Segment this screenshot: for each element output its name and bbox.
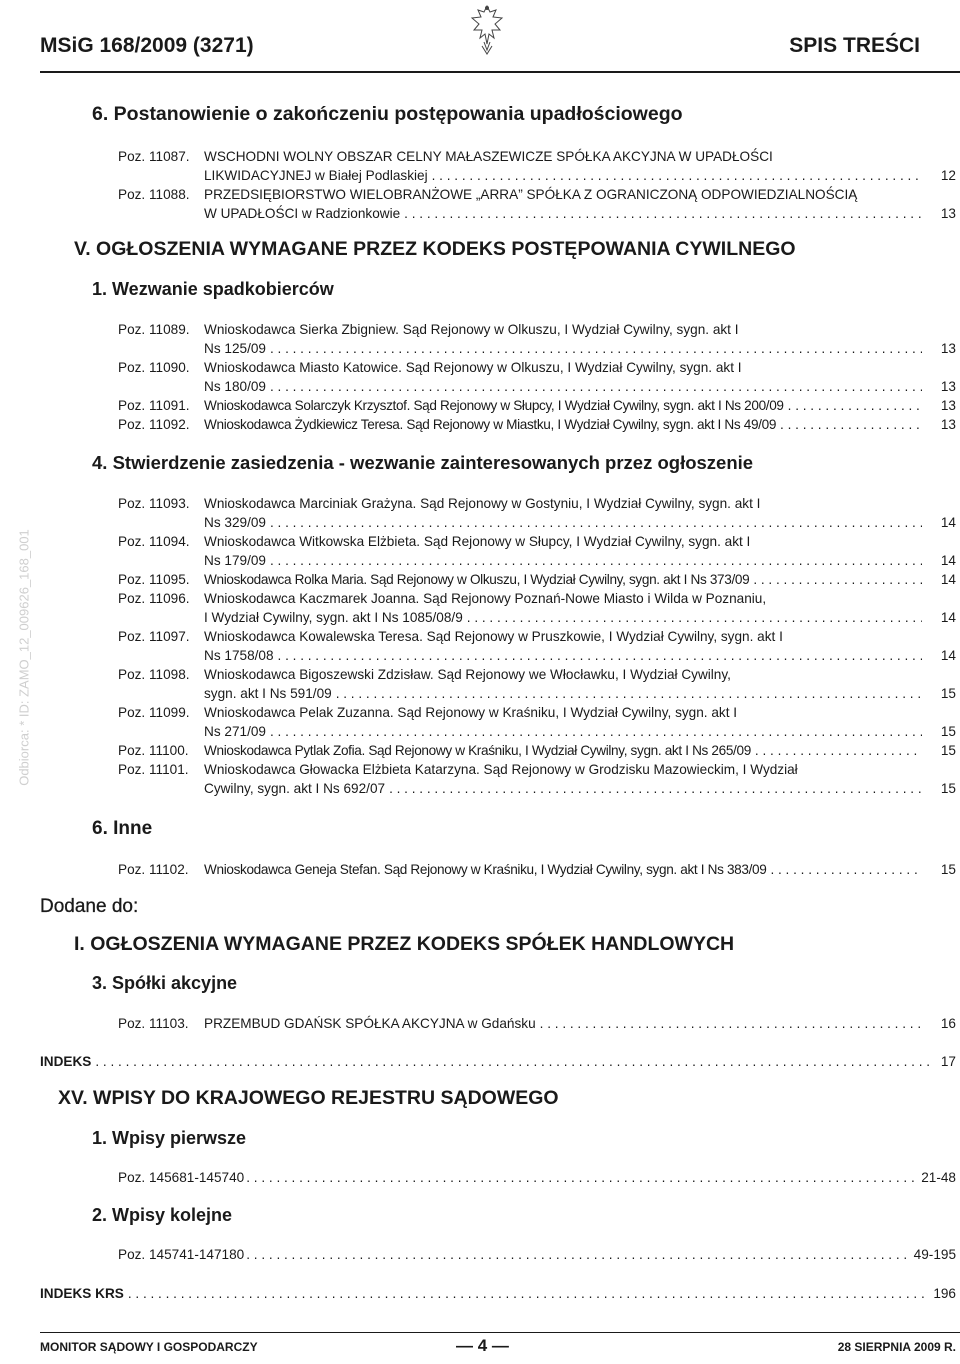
entry-text: Wnioskodawca Geneja Stefan. Sąd Rejonowy w Kraśniku, I Wydział Cywilny, sygn. akt I Ns 383/09 bbox=[204, 862, 767, 877]
list-item[interactable] bbox=[118, 494, 956, 532]
entry-text: Wnioskodawca Miasto Katowice. Sąd Rejonowy w Olkuszu, I Wydział Cywilny, sygn. akt I bbox=[204, 360, 742, 375]
leader-dots bbox=[270, 377, 922, 396]
section-label: SPIS TREŚCI bbox=[789, 34, 920, 57]
entry-text: Wnioskodawca Rolka Maria. Sąd Rejonowy w Olkuszu, I Wydział Cywilny, sygn. akt I Ns 373/09 bbox=[204, 572, 750, 587]
list-item[interactable] bbox=[118, 396, 956, 415]
entry-text: Wnioskodawca Pytlak Zofia. Sąd Rejonowy w Kraśniku, I Wydział Cywilny, sygn. akt I Ns 265/09 bbox=[204, 743, 751, 758]
page-number: 15 bbox=[940, 743, 956, 758]
publication-name: MONITOR SĄDOWY I GOSPODARCZY bbox=[40, 1340, 258, 1354]
entry-text-cont: Ns 125/09 bbox=[204, 341, 266, 356]
page-indicator: — 4 — bbox=[456, 1336, 509, 1355]
page-number: 15 bbox=[940, 781, 956, 796]
entry-number: Poz. 11094. bbox=[118, 534, 190, 549]
entry-text: WSCHODNI WOLNY OBSZAR CELNY MAŁASZEWICZE SPÓŁKA AKCYJNA W UPADŁOŚCI bbox=[204, 149, 773, 164]
section-title: 6. Postanowienie o zakończeniu postępowania upadłościowego bbox=[92, 103, 683, 125]
leader-dots bbox=[467, 608, 922, 627]
page-number: 13 bbox=[940, 379, 956, 394]
entry-number: Poz. 11101. bbox=[118, 762, 189, 777]
leader-dots bbox=[389, 779, 922, 798]
page-number: 14 bbox=[940, 610, 956, 625]
leader-dots bbox=[788, 396, 922, 415]
entry-number: Poz. 11090. bbox=[118, 360, 190, 375]
entry-number: Poz. 145681-145740 bbox=[118, 1170, 245, 1185]
list-item[interactable] bbox=[118, 1014, 956, 1033]
entry-number: Poz. 11095. bbox=[118, 572, 190, 587]
eagle-emblem-icon bbox=[470, 2, 504, 58]
entry-number: Poz. 11092. bbox=[118, 417, 190, 432]
entry-text-cont: Ns 180/09 bbox=[204, 379, 266, 394]
entry-number: Poz. 11096. bbox=[118, 591, 190, 606]
entry-text: Wnioskodawca Kaczmarek Joanna. Sąd Rejonowy Poznań-Nowe Miasto i Wilda w Poznaniu, bbox=[204, 591, 767, 606]
entry-text: Wnioskodawca Solarczyk Krzysztof. Sąd Rejonowy w Słupcy, I Wydział Cywilny, sygn. akt I Ns 200/09 bbox=[204, 398, 784, 413]
entry-number: Poz. 145741-147180 bbox=[118, 1247, 245, 1262]
list-item[interactable] bbox=[118, 589, 956, 627]
leader-dots bbox=[270, 551, 922, 570]
entry-text-cont: W UPADŁOŚCI w Radzionkowie bbox=[204, 206, 401, 221]
entry-text: Wnioskodawca Głowacka Elżbieta Katarzyna. Sąd Rejonowy w Grodzisku Mazowieckim, I Wydział bbox=[204, 762, 798, 777]
leader-dots bbox=[336, 684, 922, 703]
entry-text-cont: Ns 271/09 bbox=[204, 724, 266, 739]
index-label: INDEKS bbox=[40, 1054, 92, 1069]
entry-number: Poz. 11087. bbox=[118, 149, 190, 164]
index-entry[interactable] bbox=[40, 1052, 956, 1071]
leader-dots bbox=[270, 722, 922, 741]
page-number: 14 bbox=[940, 572, 956, 587]
leader-dots bbox=[432, 166, 922, 185]
leader-dots bbox=[278, 646, 922, 665]
entry-number: Poz. 11097. bbox=[118, 629, 190, 644]
leader-dots bbox=[246, 1245, 907, 1264]
added-to-heading: Dodane do: bbox=[40, 896, 139, 917]
entry-text: Wnioskodawca Pelak Zuzanna. Sąd Rejonowy w Kraśniku, I Wydział Cywilny, sygn. akt I bbox=[204, 705, 738, 720]
entry-number: Poz. 11093. bbox=[118, 496, 190, 511]
list-item[interactable] bbox=[118, 1168, 956, 1187]
header-rule bbox=[40, 71, 960, 73]
entry-text-cont: Cywilny, sygn. akt I Ns 692/07 bbox=[204, 781, 386, 796]
section-title: V. OGŁOSZENIA WYMAGANE PRZEZ KODEKS POSTĘPOWANIA CYWILNEGO bbox=[74, 238, 796, 260]
entry-number: Poz. 11103. bbox=[118, 1016, 189, 1031]
entry-text: Wnioskodawca Bigoszewski Zdzisław. Sąd Rejonowy we Włocławku, I Wydział Cywilny, bbox=[204, 667, 731, 682]
leader-dots bbox=[755, 741, 922, 760]
recipient-watermark: Odbiorca: * ID: ZAMO_12_009626_168_001 bbox=[16, 529, 32, 786]
list-item[interactable] bbox=[118, 415, 956, 434]
page-range: 49-195 bbox=[913, 1247, 956, 1262]
entry-number: Poz. 11091. bbox=[118, 398, 190, 413]
page-number: 15 bbox=[940, 862, 956, 877]
index-krs-entry[interactable] bbox=[40, 1284, 956, 1303]
list-item[interactable] bbox=[118, 665, 956, 703]
page-number: 15 bbox=[940, 724, 956, 739]
list-item[interactable] bbox=[118, 147, 956, 185]
entry-text: Wnioskodawca Witkowska Elżbieta. Sąd Rejonowy w Słupcy, I Wydział Cywilny, sygn. akt I bbox=[204, 534, 751, 549]
list-item[interactable] bbox=[118, 532, 956, 570]
index-label: INDEKS KRS bbox=[40, 1286, 124, 1301]
entry-text-cont: I Wydział Cywilny, sygn. akt I Ns 1085/08/9 bbox=[204, 610, 463, 625]
page-number: 17 bbox=[940, 1054, 956, 1069]
list-item[interactable] bbox=[118, 760, 956, 798]
entry-text-cont: Ns 179/09 bbox=[204, 553, 266, 568]
list-item[interactable] bbox=[118, 627, 956, 665]
publication-issue: MSiG 168/2009 (3271) bbox=[40, 34, 254, 57]
entry-text: Wnioskodawca Marciniak Grażyna. Sąd Rejonowy w Gostyniu, I Wydział Cywilny, sygn. akt I bbox=[204, 496, 761, 511]
leader-dots bbox=[246, 1168, 915, 1187]
page-number: 13 bbox=[940, 206, 956, 221]
leader-dots bbox=[753, 570, 922, 589]
entry-number: Poz. 11100. bbox=[118, 743, 189, 758]
page-number: 13 bbox=[940, 417, 956, 432]
entry-number: Poz. 11089. bbox=[118, 322, 190, 337]
entry-number: Poz. 11098. bbox=[118, 667, 190, 682]
page-number: 14 bbox=[940, 553, 956, 568]
list-item[interactable] bbox=[118, 358, 956, 396]
list-item[interactable] bbox=[118, 570, 956, 589]
page-number: 196 bbox=[933, 1286, 956, 1301]
leader-dots bbox=[95, 1052, 935, 1071]
list-item[interactable] bbox=[118, 185, 956, 223]
leader-dots bbox=[540, 1014, 922, 1033]
subsection-title: 2. Wpisy kolejne bbox=[92, 1205, 233, 1225]
leader-dots bbox=[404, 204, 922, 223]
leader-dots bbox=[270, 339, 922, 358]
list-item[interactable] bbox=[118, 741, 956, 760]
entry-text: Wnioskodawca Żydkiewicz Teresa. Sąd Rejonowy w Miastku, I Wydział Cywilny, sygn. akt I Ns 49/09 bbox=[204, 417, 777, 432]
page-range: 21-48 bbox=[921, 1170, 956, 1185]
page-number: 16 bbox=[940, 1016, 956, 1031]
entry-text-cont: sygn. akt I Ns 591/09 bbox=[204, 686, 332, 701]
subsection-title: 4. Stwierdzenie zasiedzenia - wezwanie zainteresowanych przez ogłoszenie bbox=[92, 452, 754, 473]
entry-number: Poz. 11099. bbox=[118, 705, 190, 720]
entry-number: Poz. 11088. bbox=[118, 187, 190, 202]
page-number: 14 bbox=[940, 515, 956, 530]
subsection-title: 1. Wezwanie spadkobierców bbox=[92, 279, 334, 299]
page-number: 13 bbox=[940, 398, 956, 413]
entry-text-cont: Ns 329/09 bbox=[204, 515, 266, 530]
section-title: I. OGŁOSZENIA WYMAGANE PRZEZ KODEKS SPÓŁEK HANDLOWYCH bbox=[74, 933, 735, 955]
footer-rule bbox=[40, 1332, 960, 1333]
entry-text: PRZEMBUD GDAŃSK SPÓŁKA AKCYJNA w Gdańsku bbox=[204, 1016, 536, 1031]
page-number: 14 bbox=[940, 648, 956, 663]
page-number: 13 bbox=[940, 341, 956, 356]
list-item[interactable] bbox=[118, 860, 956, 879]
leader-dots bbox=[270, 513, 922, 532]
issue-date: 28 SIERPNIA 2009 R. bbox=[837, 1340, 956, 1354]
entry-number: Poz. 11102. bbox=[118, 862, 189, 877]
list-item[interactable] bbox=[118, 703, 956, 741]
leader-dots bbox=[770, 860, 922, 879]
entry-text-cont: LIKWIDACYJNEJ w Białej Podlaskiej bbox=[204, 168, 428, 183]
subsection-title: 3. Spółki akcyjne bbox=[92, 973, 238, 993]
subsection-title: 1. Wpisy pierwsze bbox=[92, 1128, 247, 1148]
list-item[interactable] bbox=[118, 320, 956, 358]
leader-dots bbox=[780, 415, 922, 434]
entry-text: PRZEDSIĘBIORSTWO WIELOBRANŻOWE „ARRA” SPÓŁKA Z OGRANICZONĄ ODPOWIEDZIALNOŚCIĄ bbox=[204, 187, 858, 202]
entry-text: Wnioskodawca Sierka Zbigniew. Sąd Rejonowy w Olkuszu, I Wydział Cywilny, sygn. akt I bbox=[204, 322, 739, 337]
section-title: XV. WPISY DO KRAJOWEGO REJESTRU SĄDOWEGO bbox=[58, 1087, 559, 1109]
list-item[interactable] bbox=[118, 1245, 956, 1264]
entry-text: Wnioskodawca Kowalewska Teresa. Sąd Rejonowy w Pruszkowie, I Wydział Cywilny, sygn. akt I bbox=[204, 629, 783, 644]
entry-text-cont: Ns 1758/08 bbox=[204, 648, 274, 663]
page-number: 15 bbox=[940, 686, 956, 701]
leader-dots bbox=[128, 1284, 927, 1303]
subsection-title: 6. Inne bbox=[92, 818, 153, 839]
page-number: 12 bbox=[940, 168, 956, 183]
